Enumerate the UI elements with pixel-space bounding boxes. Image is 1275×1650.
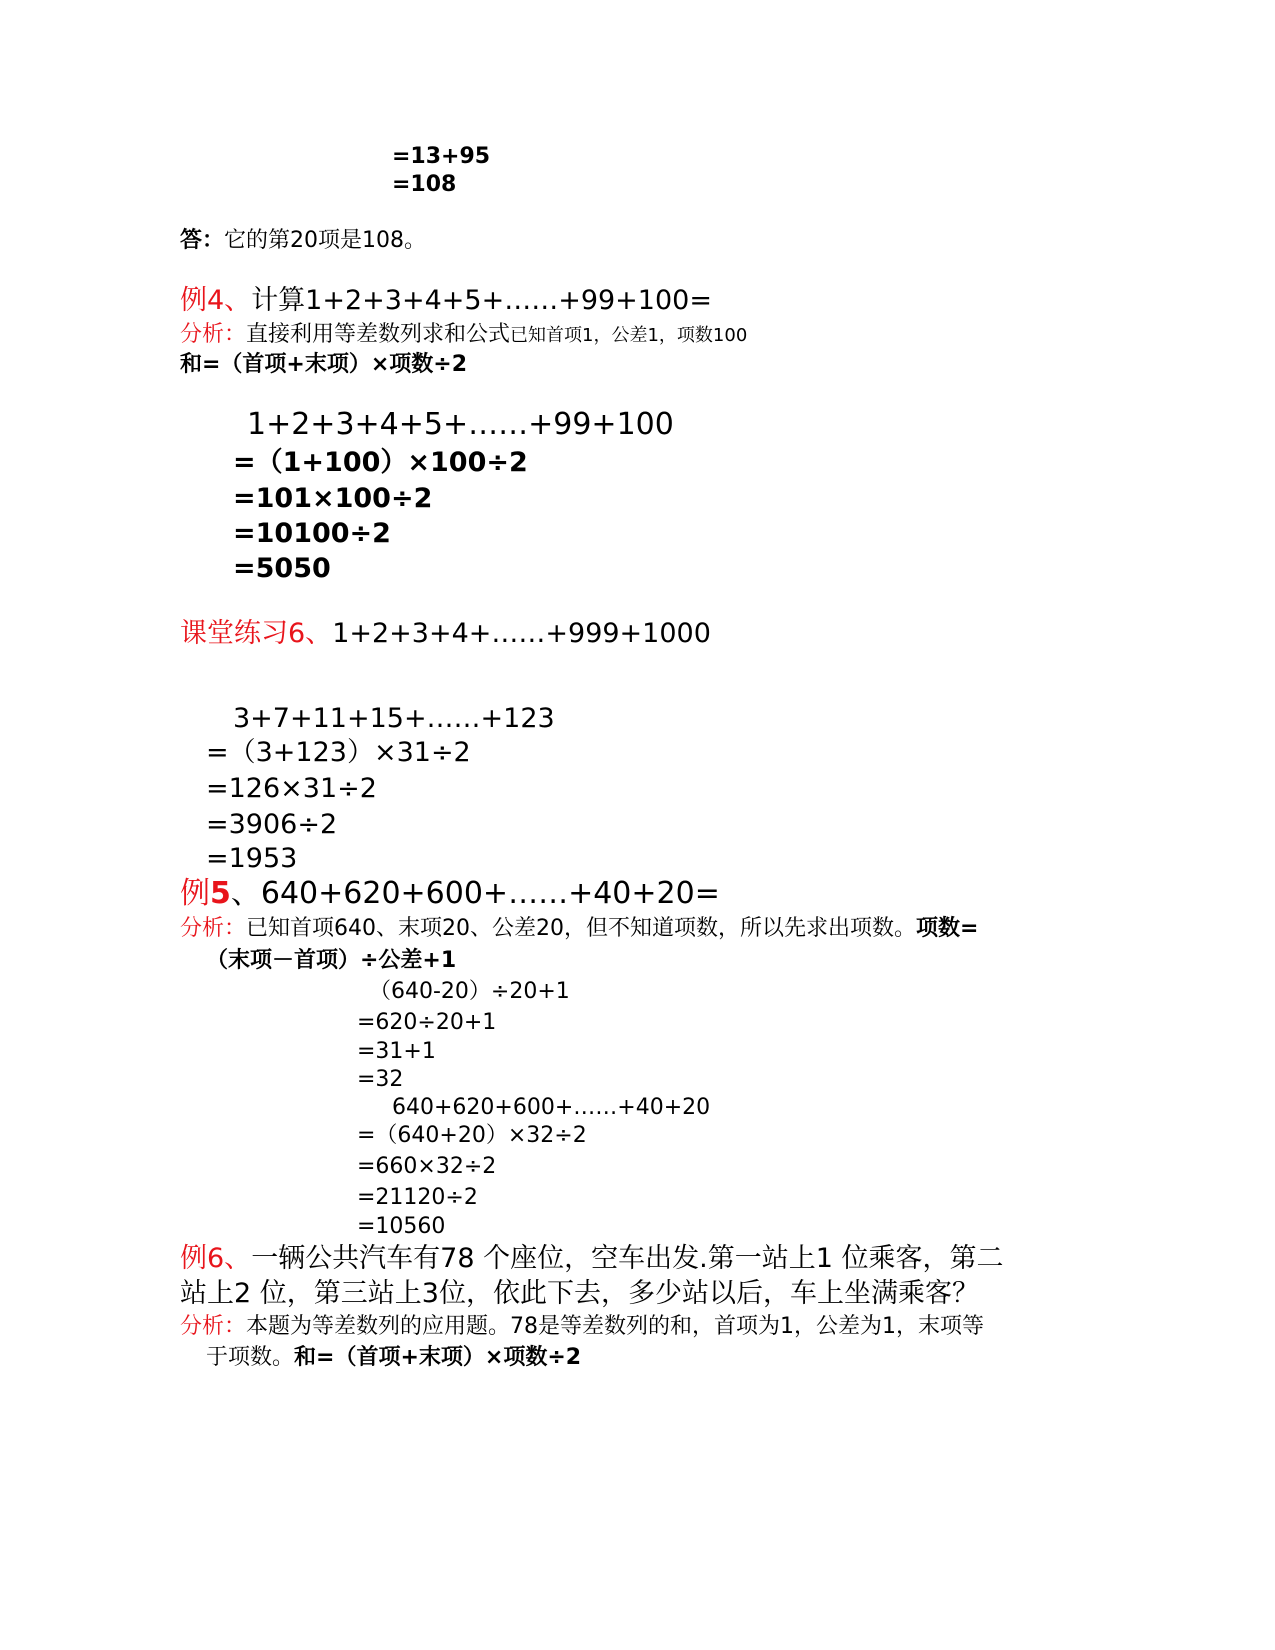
example5-label-number: 5 bbox=[210, 876, 231, 911]
example5-step: =31+1 bbox=[357, 1039, 436, 1064]
example5-step: =10560 bbox=[357, 1214, 446, 1239]
example5-label-sep: 、 bbox=[230, 876, 261, 911]
example6-label: 例6、 bbox=[180, 1243, 252, 1274]
example6-heading bbox=[180, 1243, 1003, 1274]
example4-analysis bbox=[180, 322, 747, 347]
example6-problem-line2: 站上2 位，第三站上3位，依此下去，多少站以后，车上坐满乘客？ bbox=[180, 1278, 979, 1309]
practice6-step: =3906÷2 bbox=[206, 809, 338, 840]
practice6-problem: 1+2+3+4+……+999+1000 bbox=[332, 618, 711, 649]
example5-step: =32 bbox=[357, 1067, 404, 1092]
example4-label: 例4、 bbox=[180, 285, 252, 316]
example5-step: 640+620+600+……+40+20 bbox=[392, 1095, 711, 1120]
analysis-small-text: 已知首项1，公差1，项数100 bbox=[510, 325, 748, 346]
answer-label: 答： bbox=[180, 228, 225, 253]
example5-heading bbox=[180, 877, 720, 912]
example5-step: =21120÷2 bbox=[357, 1185, 478, 1210]
example4-step: =（1+100）×100÷2 bbox=[233, 447, 528, 478]
answer-line bbox=[180, 228, 426, 253]
analysis-label: 分析： bbox=[180, 322, 247, 347]
answer-text: 它的第20项是108。 bbox=[224, 228, 427, 253]
example5-step: =660×32÷2 bbox=[357, 1154, 497, 1179]
example5-problem: 640+620+600+……+40+20= bbox=[260, 876, 720, 911]
example4-step: =10100÷2 bbox=[233, 518, 391, 549]
analysis-text: 已知首项640、末项20、公差20，但不知道项数，所以先求出项数。 bbox=[246, 916, 916, 941]
analysis-label: 分析： bbox=[180, 1314, 247, 1339]
example6-analysis bbox=[180, 1314, 984, 1339]
example4-heading bbox=[180, 285, 712, 316]
practice6-step: =（3+123）×31÷2 bbox=[206, 737, 471, 768]
practice6-heading bbox=[180, 618, 711, 649]
calc-line: =13+95 bbox=[392, 144, 491, 169]
formula-part: 项数= bbox=[916, 916, 979, 941]
example5-label: 例 bbox=[180, 876, 210, 911]
example5-step: =（640+20）×32÷2 bbox=[357, 1123, 587, 1148]
example5-formula: （末项－首项）÷公差+1 bbox=[206, 948, 457, 973]
analysis-text: 于项数。 bbox=[206, 1345, 295, 1370]
analysis-label: 分析： bbox=[180, 916, 247, 941]
example4-step: 1+2+3+4+5+……+99+100 bbox=[247, 407, 674, 442]
calc-line: =108 bbox=[392, 172, 457, 197]
example5-step: =620÷20+1 bbox=[357, 1010, 497, 1035]
example4-step: =101×100÷2 bbox=[233, 483, 433, 514]
example5-step: （640-20）÷20+1 bbox=[369, 979, 570, 1004]
example6-problem: 一辆公共汽车有78 个座位，空车出发.第一站上1 位乘客，第二 bbox=[251, 1243, 1004, 1274]
example4-problem: 计算1+2+3+4+5+……+99+100= bbox=[251, 285, 712, 316]
practice6-step: =1953 bbox=[206, 843, 298, 874]
practice6-label: 课堂练习6、 bbox=[180, 618, 333, 649]
practice6-step: =126×31÷2 bbox=[206, 773, 377, 804]
example6-formula: 和=（首项+末项）×项数÷2 bbox=[294, 1345, 582, 1370]
example5-analysis bbox=[180, 916, 978, 941]
example4-step: =5050 bbox=[233, 553, 331, 584]
analysis-text: 本题为等差数列的应用题。78是等差数列的和，首项为1，公差为1，末项等 bbox=[246, 1314, 985, 1339]
example6-analysis-line2 bbox=[206, 1345, 581, 1370]
analysis-text: 直接利用等差数列求和公式 bbox=[246, 322, 511, 347]
example4-formula: 和=（首项+末项）×项数÷2 bbox=[180, 352, 468, 377]
practice6-step: 3+7+11+15+……+123 bbox=[233, 703, 555, 734]
